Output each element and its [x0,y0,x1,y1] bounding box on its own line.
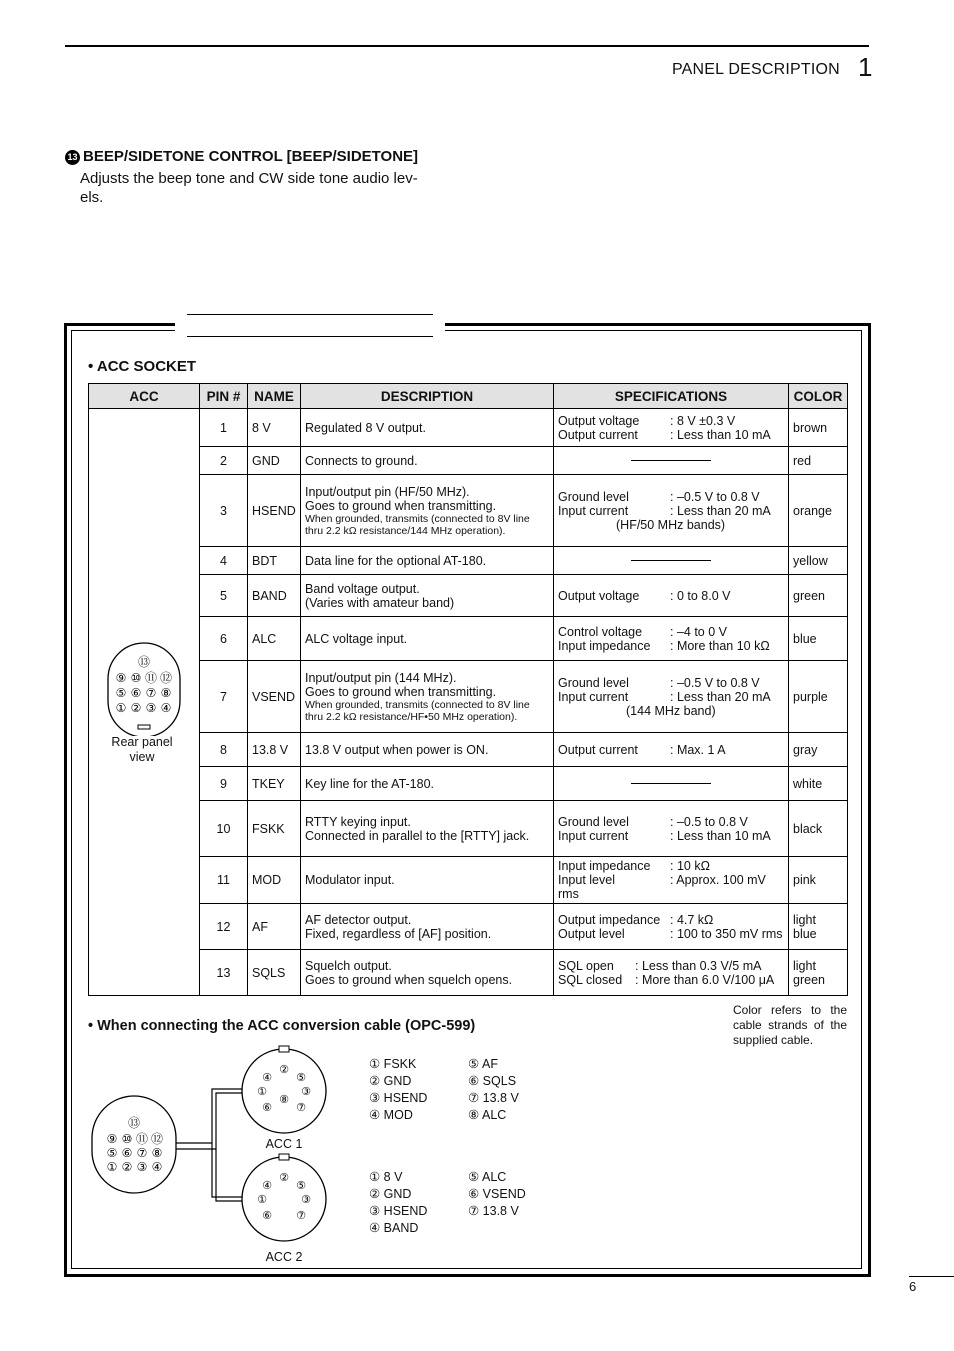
description-line: Input/output pin (144 MHz). [305,670,457,685]
specification-cell [554,617,789,661]
spec-label: Input current [558,503,629,518]
spec-line [558,743,784,757]
color-note: Color refers to the cable strands of the supplied cable. [733,1003,847,1047]
description-line: Connected in parallel to the [RTTY] jack. [305,828,530,843]
spec-note: (HF/50 MHz bands) [616,517,726,532]
description-line: AF detector output. [305,912,412,927]
acc2-label: ACC 2 [265,1250,303,1264]
pin-name-cell: 8 V [248,409,301,447]
description-line: Connects to ground. [305,453,418,468]
pin-number-cell: 1 [200,409,248,447]
pin-label: ③ HSEND [369,1204,428,1218]
svg-text:⑥: ⑥ [121,1146,133,1160]
not-applicable-rule [631,560,711,561]
col-header-color: COLOR [789,384,848,409]
specification-cell [554,475,789,547]
pin-label: ⑧ ALC [468,1108,507,1122]
pin-label: ③ HSEND [369,1091,428,1105]
frame-tab-line [187,314,433,315]
svg-text:⑬: ⑬ [137,655,151,669]
spec-label: SQL closed [558,972,623,987]
svg-text:⑤: ⑤ [115,686,127,700]
description-line: When grounded, transmits (connected to 8V line thru 2.2 kΩ resistance/144 MHz operation). [305,512,530,537]
description-cell [301,447,554,475]
spec-line [558,414,784,428]
table-row [89,447,848,475]
pin-name-cell: TKEY [248,767,301,801]
svg-text:⑧: ⑧ [279,1093,289,1106]
pin-label: ⑥ VSEND [468,1187,526,1201]
spec-line [558,504,784,518]
pin-number-cell: 13 [200,950,248,996]
spec-value: : Less than 10 mA [670,828,771,843]
strand-color-cell: light blue [789,904,848,950]
strand-color-cell: brown [789,409,848,447]
description-line: Regulated 8 V output. [305,420,426,435]
pin-label: ② GND [369,1074,412,1088]
acc2-socket-icon [242,1154,326,1241]
svg-text:⑩: ⑩ [121,1132,133,1146]
description-line: Key line for the AT-180. [305,776,435,791]
specification-cell [554,575,789,617]
svg-text:④: ④ [151,1160,163,1174]
pin-number-cell: 8 [200,733,248,767]
strand-color-cell: purple [789,661,848,733]
spec-label: Input level [558,873,615,887]
svg-text:⑫: ⑫ [150,1132,164,1146]
pin-name-cell: HSEND [248,475,301,547]
running-header: PANEL DESCRIPTION [672,61,840,78]
spec-line [558,959,784,973]
description-line: (Varies with amateur band) [305,595,455,610]
acc1-pin-list-left [369,1056,469,1124]
pin-number-cell: 4 [200,547,248,575]
svg-text:⑤: ⑤ [296,1071,306,1084]
strand-color-cell: black [789,801,848,857]
spec-label: Control voltage [558,624,643,639]
description-cell [301,857,554,904]
spec-label: Output voltage [558,413,640,428]
pin-label: ⑤ AF [468,1057,498,1071]
spec-label: Input current [558,828,629,843]
section-heading [65,148,418,165]
svg-text:④: ④ [160,701,172,715]
acc2-pin-list-right [468,1169,568,1220]
description-line: Goes to ground when squelch opens. [305,972,513,987]
spec-value: : More than 10 kΩ [670,638,770,653]
description-cell [301,617,554,661]
pin-number-cell: 7 [200,661,248,733]
col-header-name: NAME [248,384,301,409]
section-number-badge: 13 [65,150,80,165]
svg-text:⑨: ⑨ [106,1132,118,1146]
pin-label: ④ BAND [369,1221,419,1235]
spec-value: : –0.5 V to 0.8 V [670,675,760,690]
svg-text:①: ① [115,701,127,715]
spec-line [558,690,784,704]
spec-label: SQL open [558,958,614,973]
spec-label: Output current [558,427,638,442]
pin-label: ① FSKK [369,1057,417,1071]
svg-text:⑦: ⑦ [296,1101,306,1114]
acc1-socket-icon [242,1046,326,1133]
acc-pin-table [88,383,848,996]
spec-value: : More than 6.0 V/100 μA [635,972,775,987]
main-plug-icon [92,1096,176,1193]
svg-text:⑧: ⑧ [151,1146,163,1160]
spec-value: : –0.5 to 0.8 V [670,814,748,829]
spec-label: Ground level [558,675,629,690]
pin-label: ④ MOD [369,1108,413,1122]
description-cell [301,575,554,617]
spec-value: : 100 to 350 mV rms [670,926,783,941]
svg-text:②: ② [121,1160,133,1174]
frame-tab-gap [175,318,445,334]
spec-label: Output impedance [558,912,661,927]
svg-text:③: ③ [301,1193,311,1206]
spec-line [558,829,784,843]
frame-tab-line [187,336,433,337]
svg-text:①: ① [257,1085,267,1098]
pin-label: ② GND [369,1187,412,1201]
spec-value: : Less than 0.3 V/5 mA [635,958,762,973]
spec-line [558,676,784,690]
page-number: 6 [909,1279,917,1294]
not-applicable-rule [631,783,711,784]
description-line: Squelch output. [305,958,392,973]
spec-label: Input impedance [558,859,651,873]
spec-value: : 8 V ±0.3 V [670,413,736,428]
conversion-cable-title: • When connecting the ACC conversion cable (OPC-599) [88,1018,476,1034]
description-cell [301,475,554,547]
description-line: Input/output pin (HF/50 MHz). [305,484,470,499]
acc1-label: ACC 1 [265,1137,303,1151]
spec-label: Output voltage [558,588,640,603]
pin-name-cell: ALC [248,617,301,661]
specification-cell [554,733,789,767]
specification-cell [554,801,789,857]
table-row [89,547,848,575]
description-line: Band voltage output. [305,581,420,596]
spec-label: Output level [558,926,625,941]
spec-line [558,859,784,873]
description-line: 13.8 V output when power is ON. [305,742,489,757]
svg-text:⑦: ⑦ [296,1209,306,1222]
pin-name-cell: BAND [248,575,301,617]
pin-number-cell: 10 [200,801,248,857]
svg-text:③: ③ [301,1085,311,1098]
description-line: When grounded, transmits (connected to 8V line thru 2.2 kΩ resistance/HF•50 MHz operation). [305,698,530,723]
pin-number-cell: 12 [200,904,248,950]
strand-color-cell: pink [789,857,848,904]
pin-name-cell: MOD [248,857,301,904]
pin-name-cell: AF [248,904,301,950]
pin-name-cell: FSKK [248,801,301,857]
description-line: RTTY keying input. [305,814,411,829]
spec-line [558,625,784,639]
connector-caption: Rear panel view [111,735,173,764]
pin-name-cell: VSEND [248,661,301,733]
description-line: Modulator input. [305,873,395,887]
spec-value: : –0.5 V to 0.8 V [670,489,760,504]
svg-text:⑧: ⑧ [160,686,172,700]
svg-text:⑥: ⑥ [130,686,142,700]
spec-value: : –4 to 0 V [670,624,727,639]
conversion-cable-diagram [90,1043,350,1268]
description-cell [301,547,554,575]
description-cell [301,801,554,857]
table-row [89,475,848,547]
svg-text:⑦: ⑦ [136,1146,148,1160]
svg-text:⑩: ⑩ [130,671,142,685]
strand-color-cell: gray [789,733,848,767]
col-header-specifications: SPECIFICATIONS [554,384,789,409]
description-line: ALC voltage input. [305,631,408,646]
acc2-pin-list-left [369,1169,469,1237]
col-header-pin: PIN # [200,384,248,409]
spec-line [558,815,784,829]
description-cell [301,733,554,767]
pin-label: ① 8 V [369,1170,403,1184]
pin-number-cell: 11 [200,857,248,904]
table-row [89,575,848,617]
specification-cell [554,950,789,996]
table-header-row [89,384,848,409]
spec-note: rms [558,887,579,901]
spec-line [558,639,784,653]
description-cell [301,661,554,733]
pin-label: ⑤ ALC [468,1170,507,1184]
svg-text:②: ② [130,701,142,715]
pin-label: ⑦ 13.8 V [468,1204,519,1218]
spec-label: Input current [558,689,629,704]
specification-cell [554,547,789,575]
strand-color-cell: orange [789,475,848,547]
table-row [89,733,848,767]
svg-text:⑥: ⑥ [262,1101,272,1114]
spec-note: (144 MHz band) [626,703,716,718]
pin-number-cell: 6 [200,617,248,661]
spec-line [558,589,784,603]
acc1-pin-list-right [468,1056,568,1124]
strand-color-cell: blue [789,617,848,661]
svg-text:①: ① [106,1160,118,1174]
pin-label: ⑦ 13.8 V [468,1091,519,1105]
svg-text:⑦: ⑦ [145,686,157,700]
description-line: Fixed, regardless of [AF] position. [305,926,492,941]
svg-text:⑪: ⑪ [135,1132,149,1146]
description-line: Goes to ground when transmitting. [305,498,497,513]
specification-cell [554,904,789,950]
svg-text:⑤: ⑤ [106,1146,118,1160]
spec-line [558,428,784,442]
col-header-description: DESCRIPTION [301,384,554,409]
svg-text:⑨: ⑨ [115,671,127,685]
pin-name-cell: 13.8 V [248,733,301,767]
table-row [89,904,848,950]
spec-line [558,927,784,941]
pin-number-cell: 2 [200,447,248,475]
svg-text:①: ① [257,1193,267,1206]
spec-line [558,490,784,504]
svg-text:⑤: ⑤ [296,1179,306,1192]
section-body: Adjusts the beep tone and CW side tone audio lev- els. [80,170,418,206]
pin-number-cell: 3 [200,475,248,547]
pin-label: ⑥ SQLS [468,1074,517,1088]
col-header-acc: ACC [89,384,200,409]
svg-text:②: ② [279,1063,289,1076]
svg-text:⑥: ⑥ [262,1209,272,1222]
description-line: Goes to ground when transmitting. [305,684,497,699]
spec-label: Ground level [558,489,629,504]
spec-value: : Less than 20 mA [670,503,771,518]
strand-color-cell: red [789,447,848,475]
spec-value: : 0 to 8.0 V [670,588,731,603]
pin-number-cell: 5 [200,575,248,617]
spec-value: : 4.7 kΩ [670,912,714,927]
description-line: Data line for the optional AT-180. [305,553,487,568]
svg-text:②: ② [279,1171,289,1184]
table-row [89,857,848,904]
not-applicable-rule [631,460,711,461]
description-cell [301,409,554,447]
spec-value: : Less than 20 mA [670,689,771,704]
acc-socket-title: • ACC SOCKET [88,358,197,375]
svg-text:④: ④ [262,1071,272,1084]
table-row [89,801,848,857]
table-row [89,617,848,661]
spec-line [558,913,784,927]
pin-name-cell: BDT [248,547,301,575]
specification-cell [554,767,789,801]
specification-cell [554,409,789,447]
strand-color-cell: light green [789,950,848,996]
spec-label: Ground level [558,814,629,829]
svg-text:⑬: ⑬ [127,1116,141,1130]
table-row [89,409,848,447]
table-row [89,950,848,996]
description-cell [301,904,554,950]
specification-cell [554,447,789,475]
rear-panel-connector [100,641,188,741]
spec-label: Output current [558,742,638,757]
svg-text:④: ④ [262,1179,272,1192]
svg-text:⑫: ⑫ [159,671,173,685]
top-rule [65,45,869,47]
specification-cell [554,661,789,733]
pin-name-cell: SQLS [248,950,301,996]
chapter-number: 1 [858,52,873,82]
section-title: BEEP/SIDETONE CONTROL [BEEP/SIDETONE] [83,148,419,165]
svg-text:⑪: ⑪ [144,671,158,685]
spec-value: : 10 kΩ [670,859,710,873]
strand-color-cell: white [789,767,848,801]
pin-number-cell: 9 [200,767,248,801]
svg-text:③: ③ [145,701,157,715]
spec-value: : Max. 1 A [670,742,726,757]
table-row [89,661,848,733]
table-row [89,767,848,801]
din-13-pin-icon [100,641,188,736]
strand-color-cell: green [789,575,848,617]
spec-label: Input impedance [558,638,651,653]
description-cell [301,767,554,801]
specification-cell [554,857,789,904]
spec-value: : Approx. 100 mV [670,873,766,887]
description-cell [301,950,554,996]
spec-line [558,873,784,887]
svg-text:③: ③ [136,1160,148,1174]
spec-value: : Less than 10 mA [670,427,771,442]
page-number-rule [909,1276,954,1277]
spec-line [558,973,784,987]
strand-color-cell: yellow [789,547,848,575]
pin-name-cell: GND [248,447,301,475]
